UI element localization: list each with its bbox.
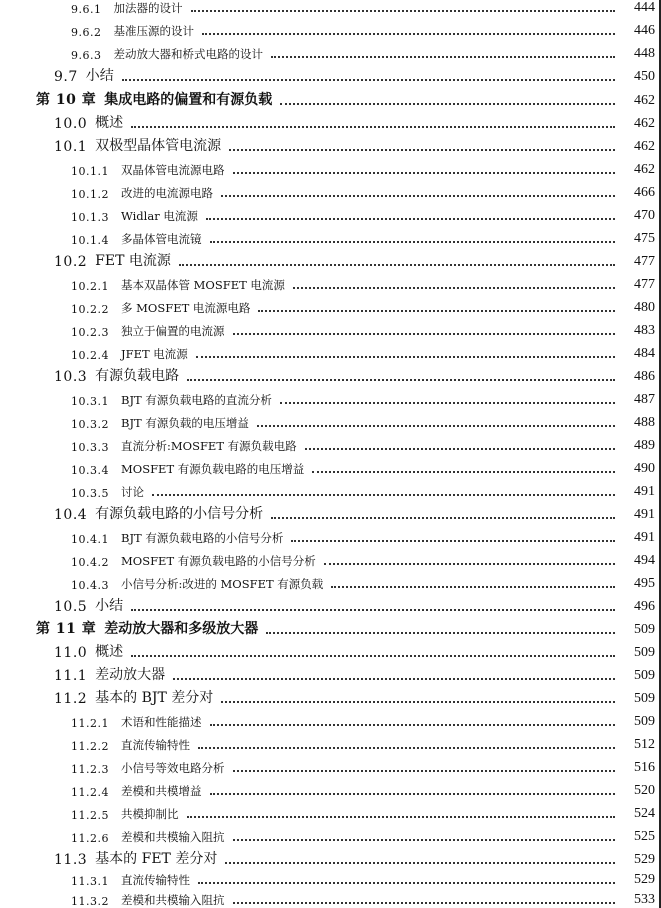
- leader-dots: [179, 263, 615, 266]
- entry-page: 489: [634, 438, 655, 453]
- toc-entry: [0, 800, 661, 822]
- leader-dots: [271, 516, 615, 519]
- entry-title: 多晶体管电流镜: [121, 232, 202, 246]
- entry-number: 第 11 章: [36, 621, 97, 637]
- entry-page: 491: [634, 484, 655, 499]
- entry-page: 520: [634, 783, 655, 798]
- entry-page: 466: [634, 185, 655, 200]
- toc-entry: [0, 40, 661, 62]
- leader-dots: [191, 9, 616, 12]
- entry-number: 10.4: [54, 507, 88, 523]
- entry-number: 11.2.1: [71, 717, 109, 730]
- toc-entry: [0, 271, 661, 293]
- entry-title: BJT 有源负载的电压增益: [121, 416, 249, 430]
- entry-title: 基本双晶体管 MOSFET 电流源: [121, 278, 285, 292]
- toc-entry: [0, 708, 661, 730]
- entry-title: 概述: [95, 644, 124, 660]
- leader-dots: [305, 447, 615, 450]
- entry-title: 双极型晶体管电流源: [95, 138, 222, 154]
- entry-title: 小信号等效电路分析: [121, 761, 225, 775]
- entry-title: 有源负载电路: [95, 368, 180, 384]
- entry-title: 基本的 BJT 差分对: [95, 690, 214, 706]
- leader-dots: [131, 125, 615, 128]
- toc-entry: [0, 156, 661, 178]
- entry-number: 10.2.1: [71, 280, 109, 293]
- entry-page: 462: [634, 93, 655, 108]
- entry-title: 多 MOSFET 电流源电路: [121, 301, 251, 315]
- entry-number: 10.3.3: [71, 441, 109, 454]
- leader-dots: [258, 309, 615, 312]
- leader-dots: [233, 171, 616, 174]
- entry-number: 10.1: [54, 139, 88, 155]
- toc-entry: [0, 501, 661, 523]
- entry-title: 直流传输特性: [121, 873, 190, 887]
- entry-number: 10.2: [54, 254, 88, 270]
- leader-dots: [202, 32, 615, 35]
- toc-entry: [0, 409, 661, 431]
- toc-entry: [0, 133, 661, 155]
- entry-page: 509: [634, 691, 655, 706]
- entry-page: 483: [634, 323, 655, 338]
- entry-page: 524: [634, 806, 655, 821]
- entry-page: 496: [634, 599, 655, 614]
- entry-number: 10.3.1: [71, 395, 109, 408]
- entry-title: 基准压源的设计: [113, 24, 194, 38]
- entry-title: 基本的 FET 差分对: [95, 851, 218, 867]
- leader-dots: [210, 792, 616, 795]
- entry-page: 533: [634, 892, 655, 907]
- toc-entry: [0, 593, 661, 615]
- entry-page: 509: [634, 622, 655, 637]
- leader-dots: [198, 746, 615, 749]
- entry-title: 差动放大器: [95, 667, 166, 683]
- entry-page: 446: [634, 23, 655, 38]
- leader-dots: [206, 217, 615, 220]
- leader-dots: [187, 815, 616, 818]
- leader-dots: [210, 240, 616, 243]
- entry-title: 术语和性能描述: [121, 715, 202, 729]
- toc-entry: [0, 179, 661, 201]
- toc-entry: [0, 0, 661, 16]
- entry-number: 11.3.1: [71, 875, 109, 888]
- toc-entry: [0, 639, 661, 661]
- entry-number: 10.4.3: [71, 579, 109, 592]
- leader-dots: [225, 861, 615, 864]
- entry-number: 10.5: [54, 599, 88, 615]
- leader-dots: [198, 881, 615, 884]
- entry-title: 差模和共模输入阻抗: [121, 893, 225, 907]
- entry-number: 11.1: [54, 668, 88, 684]
- leader-dots: [233, 838, 616, 841]
- entry-number: 10.3.5: [71, 487, 109, 500]
- entry-number: 10.2.3: [71, 326, 109, 339]
- toc-entry: [0, 248, 661, 270]
- entry-title: 小信号分析:改进的 MOSFET 有源负载: [121, 577, 324, 591]
- entry-title: MOSFET 有源负载电路的小信号分析: [121, 554, 316, 568]
- leader-dots: [280, 102, 615, 105]
- toc-entry: [0, 432, 661, 454]
- entry-title: 差动放大器和桥式电路的设计: [113, 47, 263, 61]
- entry-number: 11.3.2: [71, 895, 109, 908]
- toc-entry: [0, 524, 661, 546]
- leader-dots: [221, 700, 615, 703]
- entry-page: 462: [634, 162, 655, 177]
- entry-number: 10.0: [54, 116, 88, 132]
- entry-page: 462: [634, 116, 655, 131]
- entry-number: 11.2.6: [71, 832, 109, 845]
- toc-entry: [0, 87, 661, 109]
- entry-number: 11.2: [54, 691, 88, 707]
- toc-entry: [0, 17, 661, 39]
- entry-number: 第 10 章: [36, 92, 97, 108]
- entry-number: 9.6.3: [71, 49, 102, 62]
- entry-title: 差动放大器和多级放大器: [104, 621, 259, 637]
- leader-dots: [221, 194, 615, 197]
- toc-entry: [0, 110, 661, 132]
- leader-dots: [233, 332, 616, 335]
- toc-entry: [0, 662, 661, 684]
- entry-number: 9.6.1: [71, 3, 102, 16]
- entry-page: 495: [634, 576, 655, 591]
- leader-dots: [187, 378, 615, 381]
- leader-dots: [229, 148, 615, 151]
- entry-page: 488: [634, 415, 655, 430]
- entry-title: 差模和共模增益: [121, 784, 202, 798]
- entry-title: 直流传输特性: [121, 738, 190, 752]
- entry-number: 11.3: [54, 852, 88, 868]
- leader-dots: [210, 723, 616, 726]
- entry-page: 490: [634, 461, 655, 476]
- entry-number: 9.7: [54, 69, 78, 85]
- entry-page: 516: [634, 760, 655, 775]
- leader-dots: [266, 631, 615, 634]
- entry-number: 10.4.1: [71, 533, 109, 546]
- leader-dots: [196, 355, 615, 358]
- entry-number: 9.6.2: [71, 26, 102, 39]
- entry-title: 共模抑制比: [121, 807, 179, 821]
- entry-title: BJT 有源负载电路的小信号分析: [121, 531, 284, 545]
- entry-number: 10.2.4: [71, 349, 109, 362]
- entry-number: 10.3.2: [71, 418, 109, 431]
- entry-number: 10.3.4: [71, 464, 109, 477]
- entry-title: 改进的电流源电路: [121, 186, 213, 200]
- entry-page: 448: [634, 46, 655, 61]
- entry-page: 509: [634, 668, 655, 683]
- entry-number: 10.1.2: [71, 188, 109, 201]
- entry-number: 10.1.1: [71, 165, 109, 178]
- entry-title: 直流分析:MOSFET 有源负载电路: [121, 439, 297, 453]
- entry-page: 509: [634, 645, 655, 660]
- entry-number: 10.1.3: [71, 211, 109, 224]
- leader-dots: [233, 769, 616, 772]
- toc-entry: [0, 363, 661, 385]
- leader-dots: [324, 562, 615, 565]
- leader-dots: [173, 677, 615, 680]
- leader-dots: [312, 470, 615, 473]
- entry-page: 525: [634, 829, 655, 844]
- toc-entry: [0, 202, 661, 224]
- entry-page: 509: [634, 714, 655, 729]
- entry-title: FET 电流源: [95, 253, 171, 269]
- toc-entry: [0, 886, 661, 908]
- leader-dots: [131, 608, 615, 611]
- entry-number: 11.2.4: [71, 786, 109, 799]
- entry-page: 486: [634, 369, 655, 384]
- entry-page: 477: [634, 277, 655, 292]
- toc-entry: [0, 478, 661, 500]
- entry-title: 小结: [85, 68, 114, 84]
- entry-title: Widlar 电流源: [121, 209, 198, 223]
- leader-dots: [152, 493, 615, 496]
- entry-page: 491: [634, 530, 655, 545]
- toc-entry: [0, 317, 661, 339]
- entry-number: 11.0: [54, 645, 88, 661]
- entry-number: 11.2.5: [71, 809, 109, 822]
- toc-entry: [0, 340, 661, 362]
- entry-page: 484: [634, 346, 655, 361]
- entry-page: 450: [634, 69, 655, 84]
- entry-page: 512: [634, 737, 655, 752]
- leader-dots: [291, 539, 615, 542]
- toc-entry: [0, 386, 661, 408]
- entry-title: 加法器的设计: [113, 1, 183, 15]
- entry-title: 独立于偏置的电流源: [121, 324, 225, 338]
- entry-number: 10.1.4: [71, 234, 109, 247]
- entry-title: 概述: [95, 115, 124, 131]
- leader-dots: [280, 401, 615, 404]
- entry-title: 讨论: [121, 485, 144, 499]
- entry-title: MOSFET 有源负载电路的电压增益: [121, 462, 305, 476]
- toc-entry: [0, 866, 661, 888]
- entry-page: 529: [634, 852, 655, 867]
- toc-entry: [0, 225, 661, 247]
- entry-title: JFET 电流源: [121, 347, 188, 361]
- toc-entry: [0, 294, 661, 316]
- leader-dots: [233, 901, 616, 904]
- entry-title: 有源负载电路的小信号分析: [95, 506, 264, 522]
- entry-page: 444: [634, 0, 655, 15]
- entry-page: 470: [634, 208, 655, 223]
- entry-number: 10.3: [54, 369, 88, 385]
- leader-dots: [293, 286, 615, 289]
- entry-page: 462: [634, 139, 655, 154]
- entry-page: 477: [634, 254, 655, 269]
- entry-title: 双晶体管电流源电路: [121, 163, 225, 177]
- entry-number: 11.2.2: [71, 740, 109, 753]
- entry-page: 475: [634, 231, 655, 246]
- entry-number: 10.2.2: [71, 303, 109, 316]
- toc-entry: [0, 754, 661, 776]
- leader-dots: [131, 654, 615, 657]
- toc-entry: [0, 846, 661, 868]
- entry-number: 11.2.3: [71, 763, 109, 776]
- toc-entry: [0, 823, 661, 845]
- toc-entry: [0, 570, 661, 592]
- entry-title: 小结: [95, 598, 124, 614]
- leader-dots: [331, 585, 615, 588]
- toc-entry: [0, 777, 661, 799]
- entry-page: 529: [634, 872, 655, 887]
- toc-entry: [0, 455, 661, 477]
- entry-title: 差模和共模输入阻抗: [121, 830, 225, 844]
- entry-page: 491: [634, 507, 655, 522]
- entry-page: 487: [634, 392, 655, 407]
- entry-page: 480: [634, 300, 655, 315]
- entry-title: BJT 有源负载电路的直流分析: [121, 393, 272, 407]
- toc-entry: [0, 731, 661, 753]
- toc-entry: [0, 63, 661, 85]
- toc-entry: [0, 685, 661, 707]
- toc-entry: [0, 547, 661, 569]
- toc-entry: [0, 616, 661, 638]
- leader-dots: [122, 78, 615, 81]
- entry-title: 集成电路的偏置和有源负载: [104, 92, 273, 108]
- leader-dots: [257, 424, 615, 427]
- leader-dots: [271, 55, 615, 58]
- entry-page: 494: [634, 553, 655, 568]
- entry-number: 10.4.2: [71, 556, 109, 569]
